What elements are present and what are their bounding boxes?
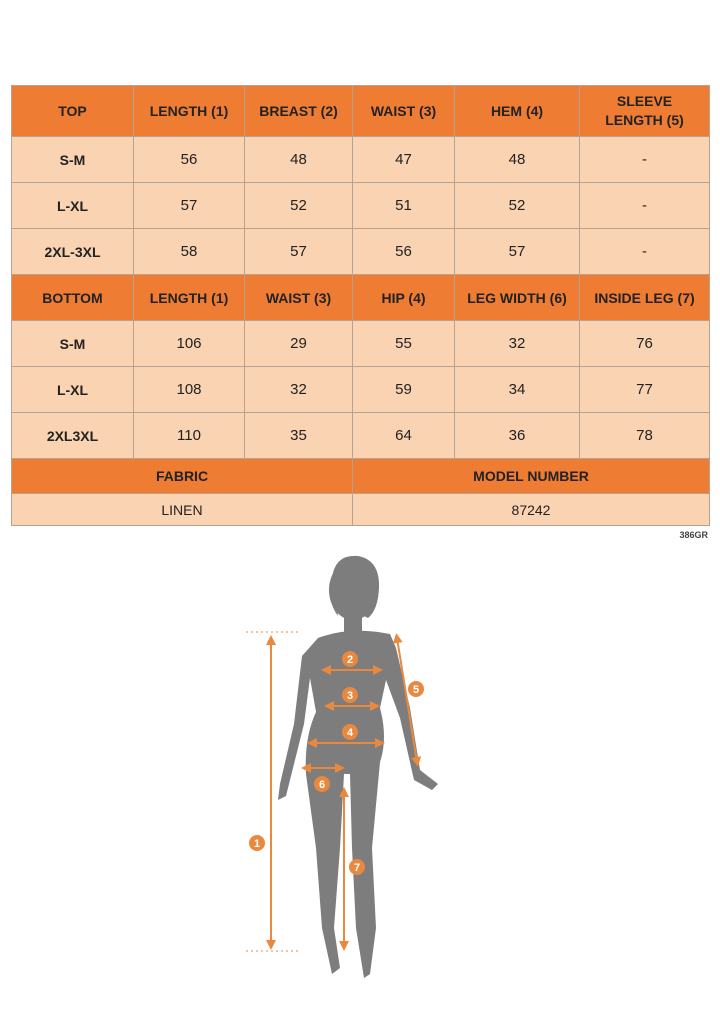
value-cell: 58 (134, 229, 245, 275)
header-cell: LENGTH (1) (134, 86, 245, 137)
size-cell: S-M (12, 137, 134, 183)
size-cell: 2XL3XL (12, 413, 134, 459)
value-cell: 47 (353, 137, 455, 183)
value-cell: 77 (580, 367, 710, 413)
table-row (12, 183, 710, 229)
header-cell: BREAST (2) (245, 86, 353, 137)
body-silhouette (278, 556, 438, 978)
value-cell: - (580, 183, 710, 229)
value-cell: 110 (134, 413, 245, 459)
header-cell: TOP (12, 86, 134, 137)
value-cell: 36 (455, 413, 580, 459)
header-cell: HIP (4) (353, 275, 455, 321)
value-cell: 52 (455, 183, 580, 229)
value-cell: 76 (580, 321, 710, 367)
size-cell: L-XL (12, 367, 134, 413)
value-cell: 106 (134, 321, 245, 367)
marker-5: 5 (412, 684, 420, 696)
value-cell: 32 (245, 367, 353, 413)
size-cell: 2XL-3XL (12, 229, 134, 275)
marker-3: 3 (346, 690, 354, 702)
header-cell: WAIST (3) (245, 275, 353, 321)
value-cell: 78 (580, 413, 710, 459)
table-row (12, 413, 710, 459)
value-cell: 56 (353, 229, 455, 275)
value-cell: - (580, 137, 710, 183)
header-cell: HEM (4) (455, 86, 580, 137)
table-row (12, 321, 710, 367)
table-row (12, 367, 710, 413)
value-cell: 64 (353, 413, 455, 459)
fabric-label: FABRIC (12, 459, 353, 494)
value-cell: 56 (134, 137, 245, 183)
table-row (12, 229, 710, 275)
value-cell: 34 (455, 367, 580, 413)
product-code: 386GR (679, 530, 708, 540)
value-cell: 35 (245, 413, 353, 459)
bottom-header-row (12, 275, 710, 321)
value-cell: 57 (455, 229, 580, 275)
fabric-value: LINEN (12, 494, 353, 526)
fabric-value-row (12, 494, 710, 526)
value-cell: 48 (245, 137, 353, 183)
marker-2: 2 (346, 654, 354, 666)
measurement-diagram (240, 548, 480, 998)
value-cell: - (580, 229, 710, 275)
marker-6: 6 (318, 779, 326, 791)
size-cell: L-XL (12, 183, 134, 229)
value-cell: 57 (245, 229, 353, 275)
header-cell: WAIST (3) (353, 86, 455, 137)
value-cell: 48 (455, 137, 580, 183)
value-cell: 59 (353, 367, 455, 413)
marker-4: 4 (346, 727, 354, 739)
value-cell: 32 (455, 321, 580, 367)
marker-7: 7 (353, 862, 361, 874)
model-number-label: MODEL NUMBER (353, 459, 710, 494)
header-cell: LEG WIDTH (6) (455, 275, 580, 321)
table-row (12, 137, 710, 183)
model-number-value: 87242 (353, 494, 710, 526)
header-cell: SLEEVE LENGTH (5) (580, 86, 710, 137)
value-cell: 52 (245, 183, 353, 229)
size-chart-table (11, 85, 710, 526)
value-cell: 51 (353, 183, 455, 229)
size-cell: S-M (12, 321, 134, 367)
header-cell: LENGTH (1) (134, 275, 245, 321)
value-cell: 29 (245, 321, 353, 367)
marker-1: 1 (253, 838, 261, 850)
header-cell: BOTTOM (12, 275, 134, 321)
top-header-row (12, 86, 710, 137)
value-cell: 108 (134, 367, 245, 413)
header-cell: INSIDE LEG (7) (580, 275, 710, 321)
value-cell: 57 (134, 183, 245, 229)
value-cell: 55 (353, 321, 455, 367)
fabric-header-row (12, 459, 710, 494)
